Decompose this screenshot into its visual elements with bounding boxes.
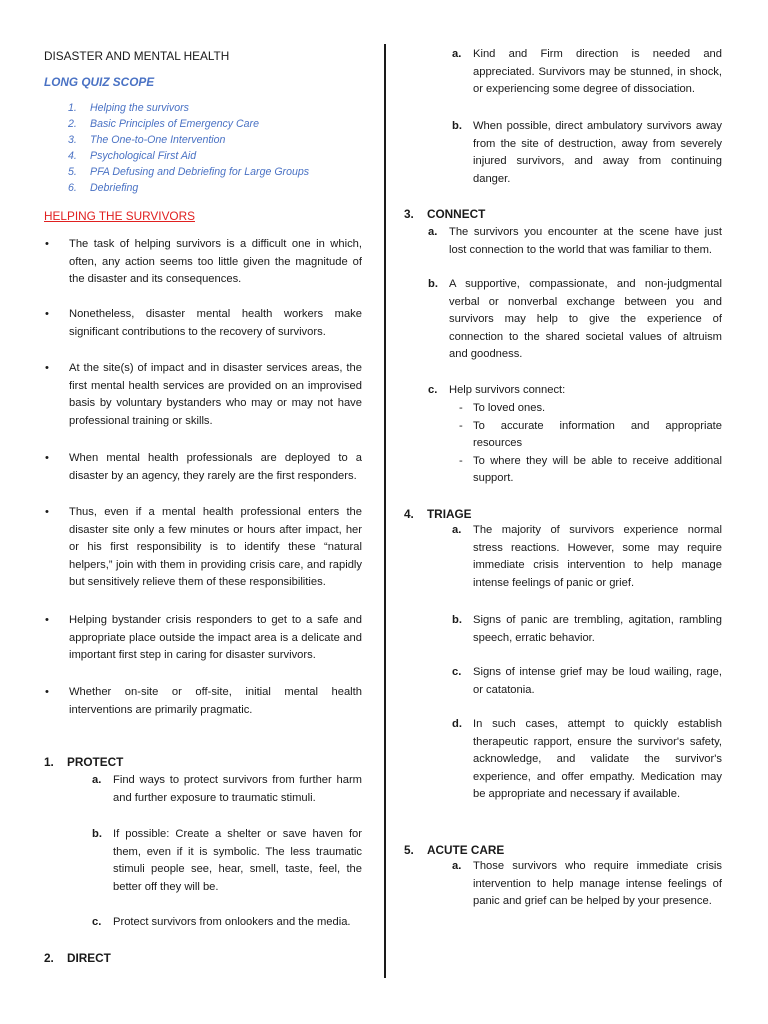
scope-item: 1. Helping the survivors: [68, 102, 189, 114]
scope-item: 4. Psychological First Aid: [68, 150, 197, 162]
scope-item: 5. PFA Defusing and Debriefing for Large Groups: [68, 166, 310, 178]
helping-survivors-heading: HELPING THE SURVIVORS: [44, 209, 195, 223]
list-item: c. Signs of intense grief may be loud wailing, rage, or catatonia.: [452, 666, 722, 696]
list-item: b. If possible: Create a shelter or save haven for them, even if it is symbolic. The less traumatic stimuli people see, hear, smell, taste, feel, the better off they will be.: [92, 828, 362, 893]
sub-list-item: - To where they will be able to receive additional support.: [459, 454, 722, 484]
quiz-scope-title: LONG QUIZ SCOPE: [44, 75, 155, 89]
section-heading-acute-care: 5. ACUTE CARE: [404, 843, 505, 857]
list-item: b. A supportive, compassionate, and non-judgmental verbal or nonverbal exchange between you and survivors may help to give the experience of connection to the shared societal values of altruism and goodness.: [428, 278, 722, 360]
section-heading-triage: 4. TRIAGE: [404, 507, 472, 521]
list-item: b. When possible, direct ambulatory survivors away from the site of destruction, away from severely injured survivors, and away from continuing danger.: [452, 120, 722, 185]
sub-list: [449, 400, 722, 488]
bullet-item: • Helping bystander crisis responders to get to a safe and appropriate place outside the impact area is a delicate and important first step in caring for disaster survivors.: [45, 614, 362, 661]
bullet-item: • Nonetheless, disaster mental health workers make significant contributions to the recovery of survivors.: [45, 308, 362, 338]
column-divider: [384, 44, 386, 978]
scope-item: 3. The One-to-One Intervention: [68, 134, 226, 146]
quiz-scope-list: [68, 100, 309, 196]
scope-item: 2. Basic Principles of Emergency Care: [68, 118, 259, 130]
list-item: a. Kind and Firm direction is needed and appreciated. Survivors may be stunned, in shock, or experiencing some degree of dissociation.: [452, 48, 722, 95]
bullet-item: • When mental health professionals are deployed to a disaster by an agency, they rarely are the first responders.: [45, 452, 362, 482]
bullet-item: • Thus, even if a mental health professional enters the disaster site only a few minutes or hours after impact, her or his first responsibility is to identify these “natural helpers,” join with them in providing crisis care, and rapidly but sensitively relieve them of these responsibilities.: [45, 506, 362, 588]
list-item: b. Signs of panic are trembling, agitation, rambling speech, erratic behavior.: [452, 614, 722, 644]
section-heading-direct: 2. DIRECT: [44, 951, 111, 965]
sub-list-item: - To accurate information and appropriate resources: [459, 419, 722, 449]
list-item: a. The majority of survivors experience normal stress reactions. However, some may require immediate crisis intervention to help manage intense feelings of panic or grief.: [452, 524, 722, 589]
document-title: DISASTER AND MENTAL HEALTH: [44, 49, 230, 63]
list-item: a. The survivors you encounter at the scene have just lost connection to the world that was familiar to them.: [428, 226, 722, 256]
bullet-item: • At the site(s) of impact and in disaster services areas, the first mental health services are provided on an improvised basis by voluntary bystanders who may or may not have professional training or skills.: [45, 362, 362, 427]
list-item: c. Help survivors connect:: [428, 384, 566, 396]
sub-list-item: - To loved ones.: [459, 402, 546, 414]
list-item: a. Find ways to protect survivors from further harm and further exposure to traumatic stimuli.: [92, 774, 362, 804]
bullet-item: • The task of helping survivors is a difficult one in which, often, any action seems too little given the magnitude of the disaster and its consequences.: [45, 238, 362, 285]
scope-item: 6. Debriefing: [68, 182, 139, 194]
list-item: a. Those survivors who require immediate crisis intervention to help manage intense feelings of panic and grief can be helped by your presence.: [452, 860, 722, 907]
list-item: c. Protect survivors from onlookers and the media.: [92, 916, 351, 928]
bullet-item: • Whether on-site or off-site, initial mental health interventions are primarily pragmatic.: [45, 686, 362, 716]
section-heading-protect: 1. PROTECT: [44, 755, 124, 769]
list-item: d. In such cases, attempt to quickly establish therapeutic rapport, ensure the survivor's safety, acknowledge, and validate the survivor's experience, and offer empathy. Medication may be appropriate and necessary if available.: [452, 718, 722, 800]
section-heading-connect: 3. CONNECT: [404, 207, 486, 221]
